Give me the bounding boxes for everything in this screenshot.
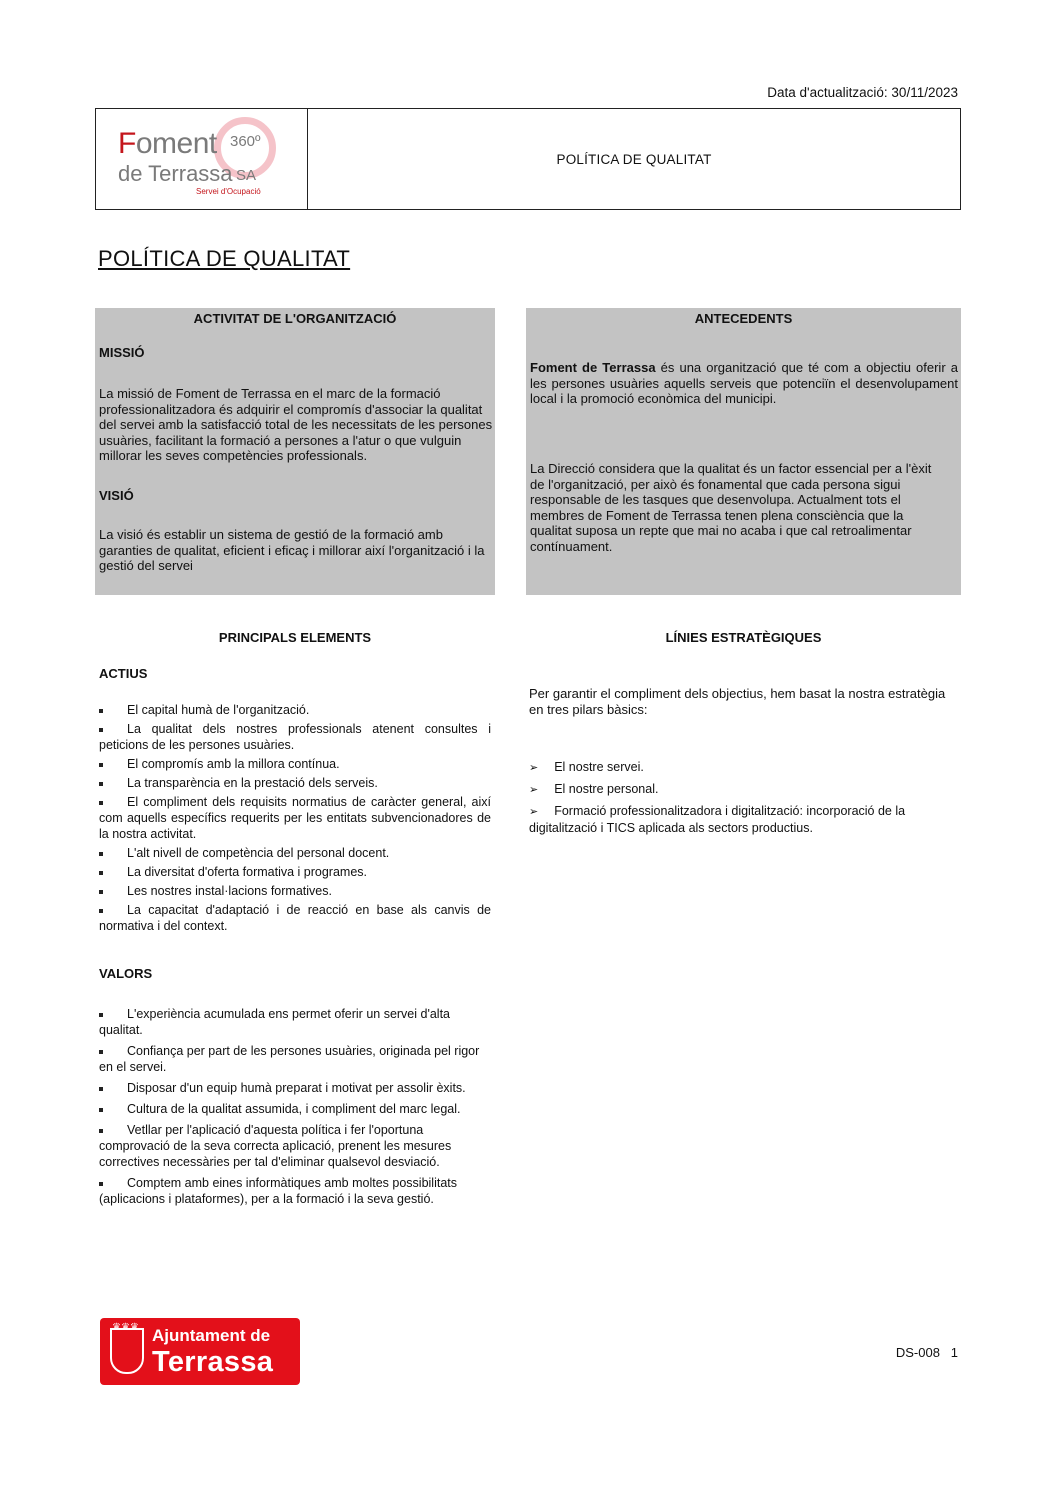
list-item: La transparència en la prestació dels serveis. xyxy=(99,775,491,791)
list-item: Cultura de la qualitat assumida, i compliment del marc legal. xyxy=(99,1101,493,1117)
arrow-bullet-icon: ➢ xyxy=(529,806,539,818)
linies-heading: LÍNIES ESTRATÈGIQUES xyxy=(665,630,822,645)
list-item: ➢ Formació professionalitzadora i digitalització: incorporació de la digitalització i TICS aplicada als sectors productius. xyxy=(529,804,906,835)
square-bullet-icon xyxy=(99,1129,103,1133)
header-title: POLÍTICA DE QUALITAT xyxy=(556,151,712,167)
list-item: ➢ El nostre personal. xyxy=(529,782,659,796)
update-date: Data d'actualització: 30/11/2023 xyxy=(767,85,958,100)
document-code: DS-008 1 xyxy=(895,1345,958,1360)
square-bullet-icon xyxy=(99,1182,103,1186)
square-bullet-icon xyxy=(99,709,103,713)
valors-label: VALORS xyxy=(99,966,153,981)
square-bullet-icon xyxy=(99,1013,103,1017)
antecedents-paragraph-2: La Direcció considera que la qualitat és un factor essencial per a l'èxit de l'organització, per això és fonamental que cada persona sigui responsable de les tasques que desenvolupa. Actualment tots el membres de Foment de Terrassa tenen plena consciència que la qualitat suposa un repte que mai no acaba i que cal retroalimentar contínuament. xyxy=(530,461,932,554)
header-table xyxy=(95,108,961,210)
list-item: L'experiència acumulada ens permet oferir un servei d'alta qualitat. xyxy=(99,1007,451,1037)
arrow-bullet-icon: ➢ xyxy=(529,784,539,796)
square-bullet-icon xyxy=(99,728,103,732)
list-item: La qualitat dels nostres professionals atenent consultes i peticions de les persones usuàries. xyxy=(99,722,491,752)
linies-list xyxy=(529,759,957,841)
list-item: Comptem amb eines informàtiques amb moltes possibilitats (aplicacions i plataformes), per a la formació i la seva gestió. xyxy=(99,1176,457,1206)
actius-label: ACTIUS xyxy=(99,666,148,681)
square-bullet-icon xyxy=(99,909,103,913)
missio-text: La missió de Foment de Terrassa en el marc de la formació professionalitzadora és adquirir el compromís d'associar la qualitat del servei amb la satisfacció total de les necessitats de les persones usuàries, facilitant la formació a persones a l'atur o que vulguin millorar les seves competències professionals. xyxy=(99,386,493,463)
list-item: El compliment dels requisits normatius de caràcter general, així com aquells específics requerits per les entitats subvencionadores de la nostra activitat. xyxy=(99,795,491,841)
visio-text: La visió és establir un sistema de gestió de la formació amb garanties de qualitat, eficient i eficaç i millorar així l'organització i la gestió del servei xyxy=(99,527,485,573)
list-item: Vetllar per l'aplicació d'aquesta política i fer l'oportuna comprovació de la seva correcta aplicació, prenent les mesures correctives necessàries per tal d'eliminar qualsevol desviació. xyxy=(99,1123,452,1169)
ajuntament-logo: ♛♛♛ Ajuntament de Terrassa xyxy=(100,1318,300,1385)
square-bullet-icon xyxy=(99,871,103,875)
principals-heading: PRINCIPALS ELEMENTS xyxy=(218,630,372,645)
list-item: Les nostres instal·lacions formatives. xyxy=(99,883,491,899)
arrow-bullet-icon: ➢ xyxy=(529,762,539,774)
square-bullet-icon xyxy=(99,852,103,856)
visio-label: VISIÓ xyxy=(99,488,134,503)
list-item: La diversitat d'oferta formativa i programes. xyxy=(99,864,491,880)
list-item: El compromís amb la millora contínua. xyxy=(99,756,491,772)
crown-icon: ♛♛♛ xyxy=(112,1322,139,1333)
antecedents-heading: ANTECEDENTS xyxy=(694,311,793,326)
linies-intro: Per garantir el compliment dels objectius, hem basat la nostra estratègia en tres pilars bàsics: xyxy=(529,686,946,717)
list-item: Disposar d'un equip humà preparat i motivat per assolir èxits. xyxy=(99,1080,493,1096)
antecedents-box xyxy=(526,308,961,595)
foment-logo: Foment 360º de Terrassa SA Servei d'Ocupació xyxy=(96,109,308,209)
valors-list xyxy=(99,1006,493,1212)
activitat-box xyxy=(95,308,495,595)
actius-list xyxy=(99,702,491,937)
square-bullet-icon xyxy=(99,1050,103,1054)
square-bullet-icon xyxy=(99,763,103,767)
list-item: La capacitat d'adaptació i de reacció en base als canvis de normativa i del context. xyxy=(99,903,491,933)
list-item: L'alt nivell de competència del personal docent. xyxy=(99,845,491,861)
activitat-heading: ACTIVITAT DE L'ORGANITZACIÓ xyxy=(193,311,397,326)
document-title: POLÍTICA DE QUALITAT xyxy=(98,246,351,271)
list-item: El capital humà de l'organització. xyxy=(99,702,491,718)
square-bullet-icon xyxy=(99,782,103,786)
square-bullet-icon xyxy=(99,801,103,805)
square-bullet-icon xyxy=(99,1108,103,1112)
coat-of-arms-icon xyxy=(110,1328,144,1374)
missio-label: MISSIÓ xyxy=(99,345,145,360)
square-bullet-icon xyxy=(99,1087,103,1091)
antecedents-paragraph-1: Foment de Terrassa és una organització que té com a objectiu oferir a les persones usuàries aquells serveis que potenciïn el desenvolupament local i la promoció econòmica del municipi. xyxy=(530,360,958,406)
list-item: Confiança per part de les persones usuàries, originada pel rigor en el servei. xyxy=(99,1044,480,1074)
square-bullet-icon xyxy=(99,890,103,894)
list-item: ➢ El nostre servei. xyxy=(529,760,644,774)
